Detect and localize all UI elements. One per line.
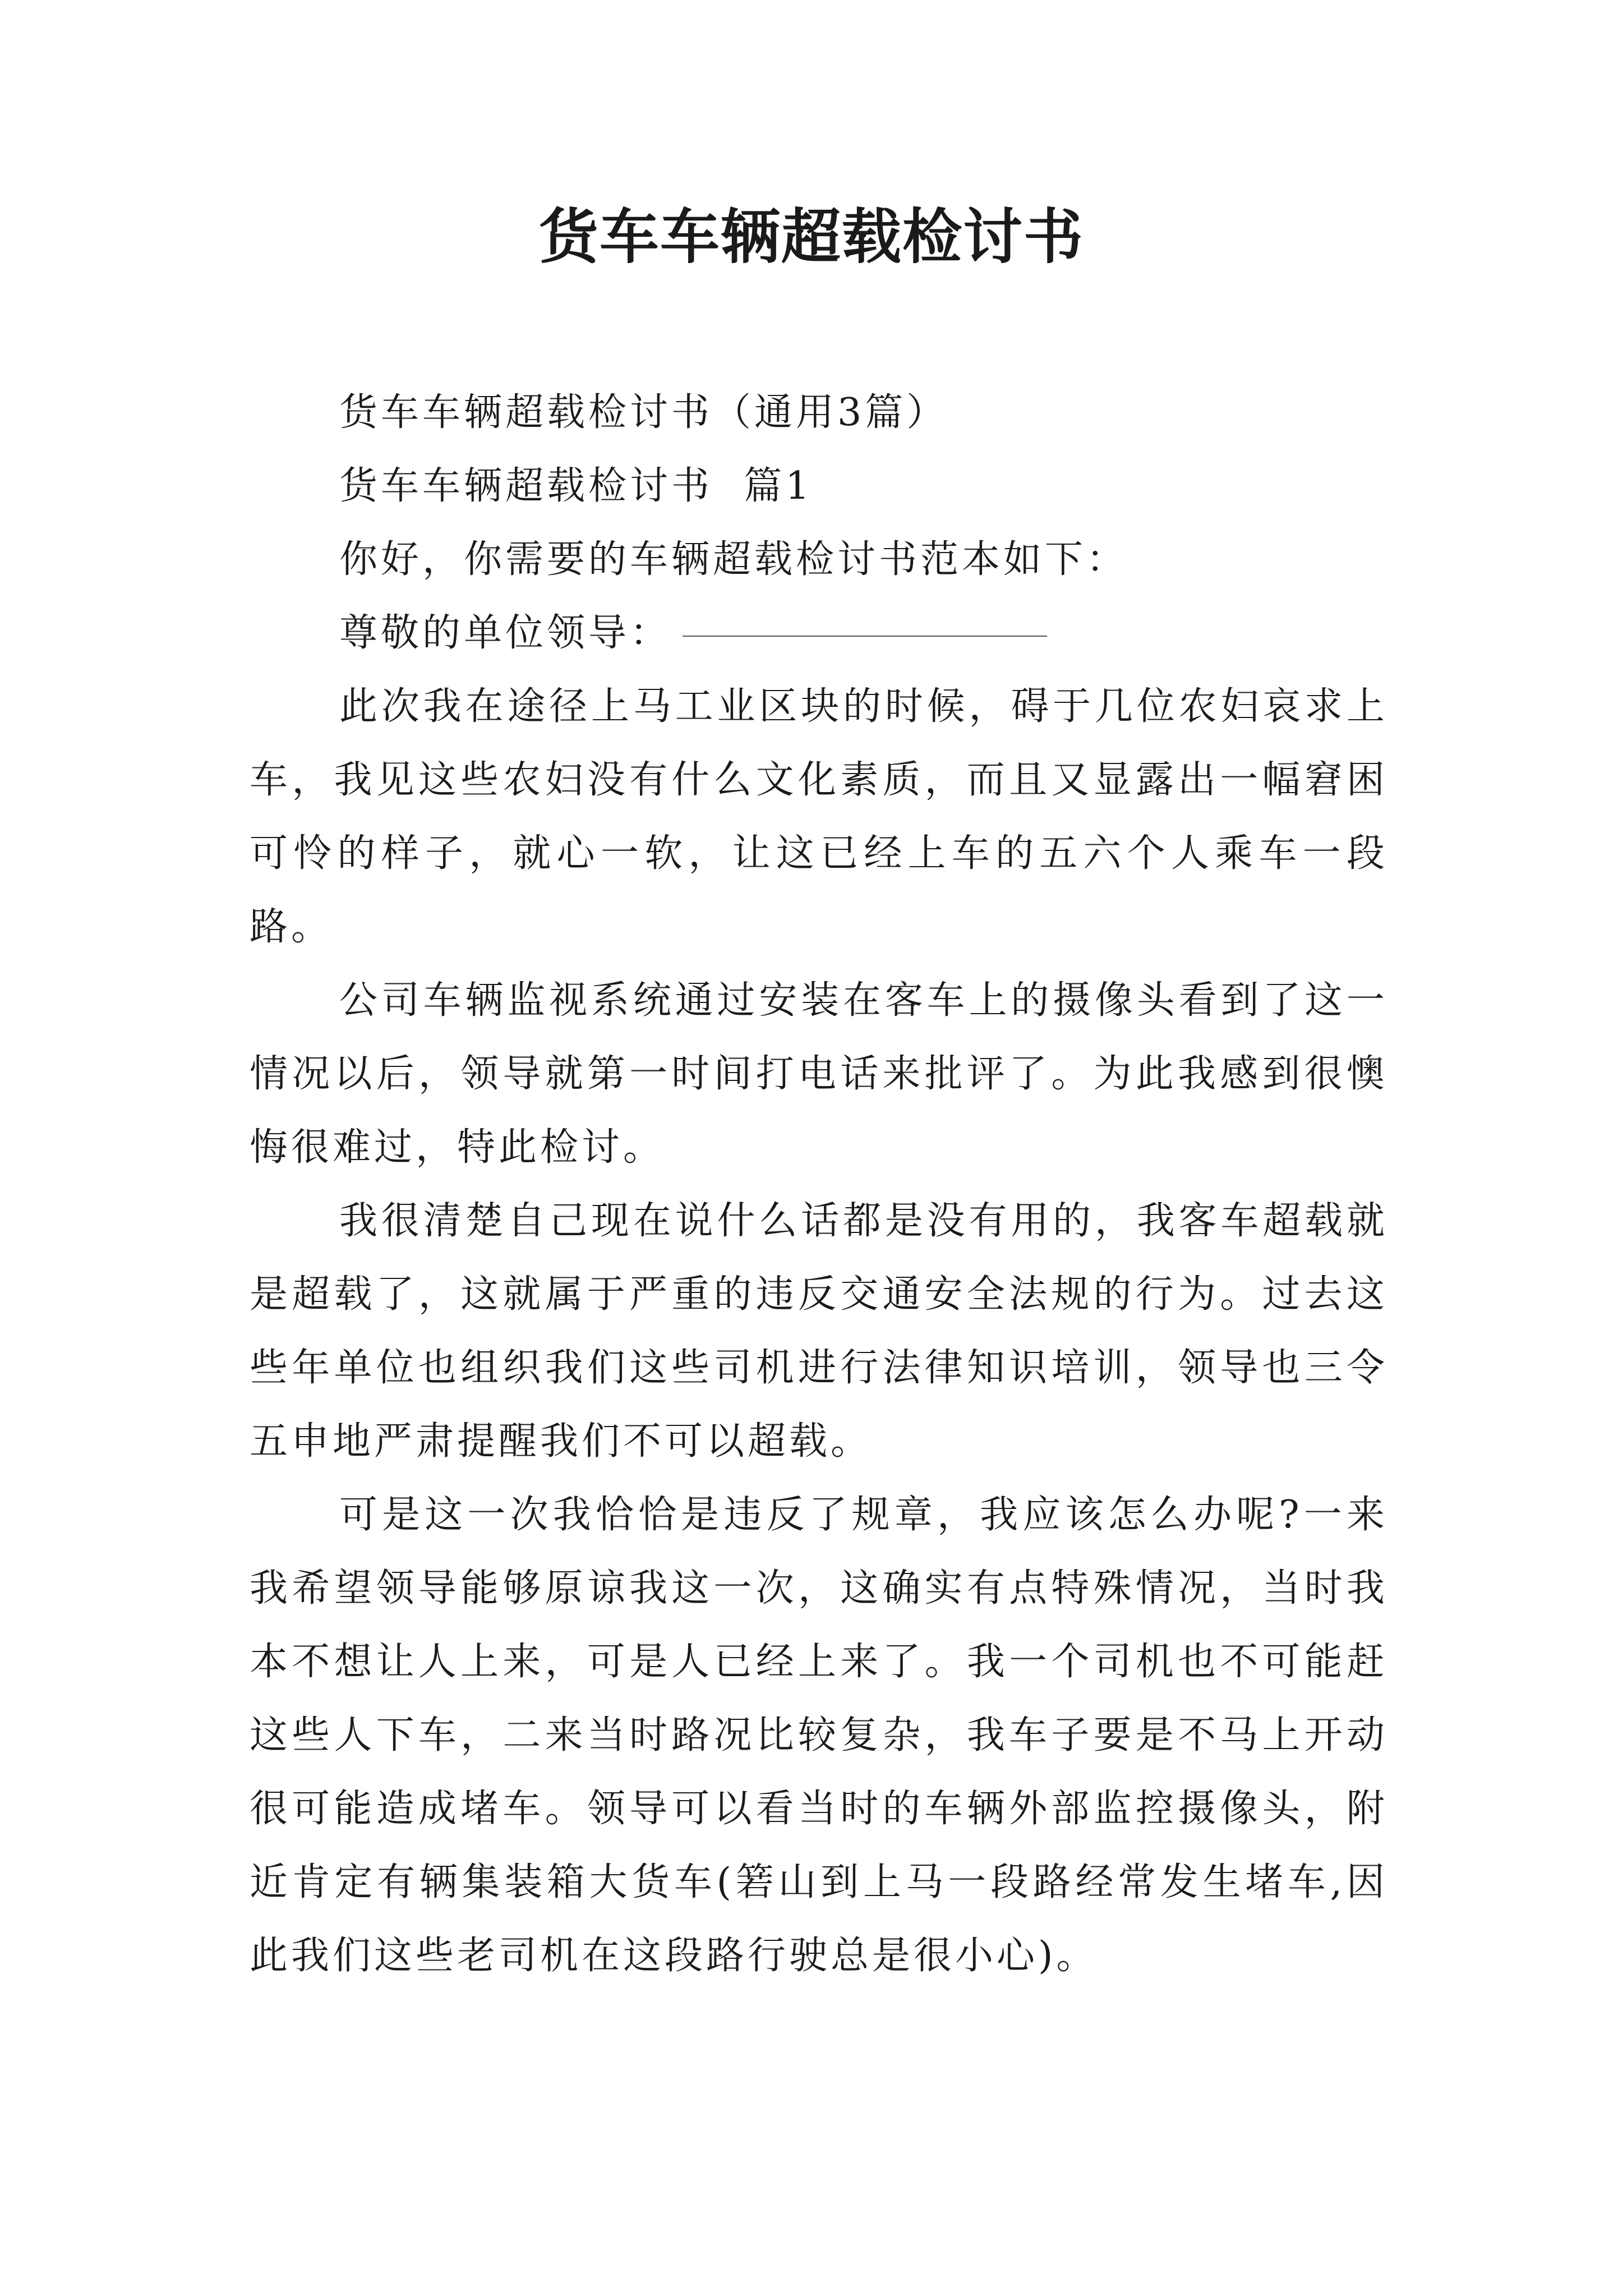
salutation-row: [250, 596, 1388, 670]
body-paragraph-4: 可是这一次我恰恰是违反了规章，我应该怎么办呢?一来我希望领导能够原谅我这一次，这确实有点特殊情况，当时我本不想让人上来，可是人已经上来了。我一个司机也不可能赶这些人下车，二来当时路况比较复杂，我车子要是不马上开动很可能造成堵车。领导可以看当时的车辆外部监控摄像头，附近肯定有辆集装箱大货车(箬山到上马一段路经常发生堵车,因此我们这些老司机在这段路行驶总是很小心)。: [250, 1493, 1388, 1978]
body-paragraph-2: 公司车辆监视系统通过安装在客车上的摄像头看到了这一情况以后，领导就第一时间打电话来批评了。为此我感到很懊悔很难过，特此检讨。: [250, 978, 1388, 1170]
document-subtitle: 货车车辆超载检讨书（通用3篇）: [339, 390, 948, 435]
document-body: [250, 376, 1388, 1993]
salutation-text: 尊敬的单位领导：: [339, 611, 672, 655]
intro-text: 你好，你需要的车辆超载检讨书范本如下：: [339, 537, 1128, 582]
salutation-blank-line: [683, 636, 1047, 637]
body-paragraph-3: 我很清楚自己现在说什么话都是没有用的，我客车超载就是超载了，这就属于严重的违反交通安全法规的行为。过去这些年单位也组织我们这些司机进行法律知识培训，领导也三令五申地严肃提醒我们不可以超载。: [250, 1199, 1388, 1464]
document-title: 货车车辆超载检讨书: [539, 201, 1084, 272]
body-paragraph-1: 此次我在途径上马工业区块的时候，碍于几位农妇哀求上车，我见这些农妇没有什么文化素质，而且又显露出一幅窘困可怜的样子，就心一软，让这已经上车的五六个人乘车一段路。: [250, 684, 1388, 949]
section-heading: 货车车辆超载检讨书 篇1: [339, 464, 813, 508]
